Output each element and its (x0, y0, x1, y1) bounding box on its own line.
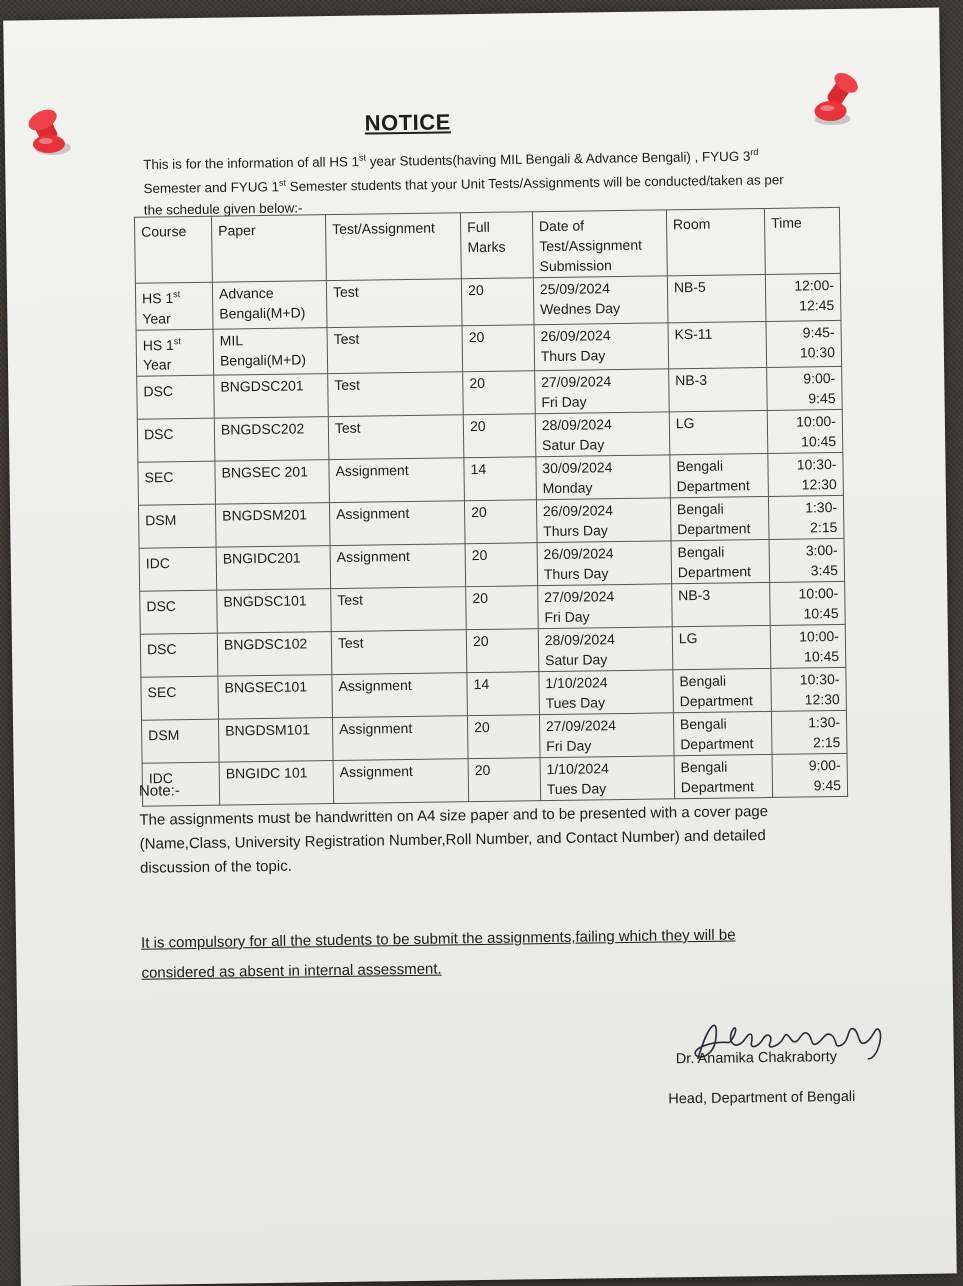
cell-line: 27/09/2024 (544, 586, 665, 608)
cell-line: 20 (474, 717, 533, 738)
cell-line: Fri Day (544, 606, 665, 628)
cell-line: Fri Day (541, 391, 662, 413)
cell-line: Fri Day (546, 735, 667, 757)
cell-line: Test (335, 417, 457, 439)
cell-line: BNGSEC 201 (221, 461, 322, 482)
cell-paper (214, 374, 329, 419)
cell-line: 20 (468, 279, 527, 300)
cell-type (327, 325, 463, 374)
cell-line: 12:00- (772, 275, 834, 296)
cell-line: 3:45 (776, 560, 838, 581)
cell-line (147, 635, 211, 660)
intro-text: Semester and FYUG 1 (143, 180, 279, 197)
cell-course (141, 676, 219, 720)
header-room: Room (666, 208, 765, 275)
cell-marks (468, 758, 540, 802)
cell-sup: st (174, 336, 181, 346)
cell-room (672, 626, 771, 670)
cell-type (331, 630, 467, 675)
cell-time (769, 539, 845, 583)
cell-date (533, 276, 668, 325)
cell-line (144, 463, 208, 488)
cell-paper (216, 546, 331, 591)
schedule-table (134, 207, 848, 807)
cell-room (674, 755, 773, 799)
cell-type (331, 587, 467, 632)
cell-line: 27/09/2024 (546, 715, 667, 737)
cell-paper (219, 761, 334, 806)
cell-course (140, 633, 218, 677)
cell-type (333, 759, 469, 804)
cell-line: BNGDSM201 (222, 504, 323, 525)
cell-course (138, 504, 216, 548)
cell-line: Thurs Day (544, 563, 665, 585)
cell-time (771, 668, 847, 712)
cell-line: Test (333, 280, 455, 302)
cell-text: SEC (144, 469, 173, 485)
cell-line: 1/10/2024 (546, 758, 667, 780)
cell-line: LG (679, 627, 764, 648)
cell-text: IDC (146, 555, 170, 571)
cell-line (147, 678, 211, 703)
cell-line: 20 (472, 545, 531, 566)
cell-line: MIL (220, 329, 321, 350)
cell-line (148, 721, 212, 746)
cell-line: Satur Day (542, 434, 663, 456)
cell-line: 10:30- (774, 454, 836, 475)
cell-date (535, 412, 670, 457)
cell-line: 20 (469, 326, 528, 347)
cell-line: Tues Day (547, 778, 668, 800)
signatory-title: Head, Department of Bengali (668, 1089, 855, 1108)
cell-line: Thurs Day (541, 344, 662, 366)
signatory-name: Dr. Anamika Chakraborty (676, 1049, 837, 1067)
cell-time (768, 496, 844, 540)
cell-line (144, 420, 208, 445)
cell-line: 9:00- (773, 368, 835, 389)
cell-line: 26/09/2024 (543, 500, 664, 522)
cell-paper (217, 589, 332, 634)
cell-line: BNGDSC101 (223, 590, 324, 611)
cell-line: Bengali (677, 541, 762, 562)
cell-line: Bengali(M+D) (219, 302, 320, 323)
cell-line: 12:30 (778, 689, 840, 710)
cell-line: 26/09/2024 (543, 543, 664, 565)
cell-course (140, 590, 218, 634)
cell-text: DSM (145, 512, 176, 528)
cell-time (767, 410, 843, 454)
cell-room (671, 540, 770, 584)
cell-line: BNGIDC 101 (226, 762, 327, 783)
intro-text: Semester students that your Unit Tests/Assignments will be conducted/taken as per the schedule given below:- (144, 173, 784, 218)
cell-marks (466, 586, 538, 630)
cell-text: DSC (143, 383, 173, 399)
cell-line: Test (337, 589, 459, 611)
cell-type (330, 544, 466, 589)
push-pin-icon (804, 69, 865, 130)
cell-line: Bengali(M+D) (220, 349, 321, 370)
cell-line: Bengali (677, 498, 762, 519)
cell-date (539, 713, 674, 758)
cell-course (141, 719, 219, 763)
cell-line: 10:45 (777, 646, 839, 667)
cell-time (767, 367, 843, 411)
cell-line: 10:30- (777, 669, 839, 690)
cell-line: Bengali (680, 713, 765, 734)
cell-type (329, 458, 465, 503)
cell-sup: st (173, 289, 180, 299)
cell-line: Assignment (339, 718, 461, 740)
header-line: Marks (467, 236, 526, 257)
cell-line: 20 (471, 502, 530, 523)
cell-line: Assignment (338, 675, 460, 697)
cell-time (771, 711, 847, 755)
cell-room (670, 497, 769, 541)
cell-line: 20 (475, 760, 534, 781)
cell-marks (463, 371, 535, 415)
cell-paper (216, 503, 331, 548)
cell-line: 9:45 (779, 775, 841, 796)
cell-line: KS-11 (674, 323, 759, 344)
header-line: Date of (539, 214, 660, 236)
cell-line: 1:30- (775, 497, 837, 518)
cell-line: BNGDSC202 (221, 418, 322, 439)
cell-line: 26/09/2024 (540, 324, 661, 346)
cell-line: 10:45 (776, 603, 838, 624)
header-line: Submission (539, 254, 660, 276)
push-pin-icon (18, 100, 79, 161)
cell-line: LG (676, 412, 761, 433)
cell-line: 20 (470, 416, 529, 437)
cell-room (672, 583, 771, 627)
cell-text: DSC (147, 641, 177, 657)
cell-line (146, 592, 210, 617)
table-header-row (134, 207, 840, 283)
cell-date (539, 670, 674, 715)
cell-date (540, 756, 675, 801)
cell-time (770, 582, 846, 626)
cell-room (667, 274, 766, 322)
cell-line: BNGDSM101 (225, 719, 326, 740)
cell-paper (218, 675, 333, 720)
compulsory-notice: It is compulsory for all the students to be submit the assignments,failing which they will be considered as absent in internal assessment. (141, 919, 812, 988)
cell-line: 3:00- (776, 540, 838, 561)
cell-type (329, 501, 465, 546)
cell-marks (468, 715, 540, 759)
cell-line: Year (143, 354, 207, 375)
note-label: Note:- (139, 782, 180, 800)
intro-sup: st (279, 178, 286, 188)
cell-room (668, 321, 767, 369)
cell-type (332, 716, 468, 761)
cell-line: Department (677, 475, 762, 496)
cell-time (768, 453, 844, 497)
cell-date (537, 584, 672, 629)
header-time: Time (764, 207, 840, 274)
cell-line: 9:45- (773, 322, 835, 343)
cell-course (136, 329, 214, 377)
cell-marks (465, 500, 537, 544)
notice-paper (3, 8, 957, 1286)
cell-line: 10:00- (777, 626, 839, 647)
cell-line: Department (677, 518, 762, 539)
cell-line: 12:30 (775, 474, 837, 495)
cell-line: 14 (470, 459, 529, 480)
schedule-body (135, 273, 847, 806)
cell-type (328, 415, 464, 460)
cell-line: Year (142, 307, 206, 328)
cell-line: NB-3 (675, 369, 760, 390)
cell-line: 9:00- (779, 755, 841, 776)
cell-line: 20 (469, 373, 528, 394)
cell-date (536, 455, 671, 500)
cell-text: DSM (148, 727, 179, 743)
cell-line: Department (678, 561, 763, 582)
cell-time (772, 754, 848, 798)
cell-course (137, 418, 215, 462)
table-row (142, 754, 848, 807)
cell-line: BNGDSC102 (224, 633, 325, 654)
cell-line: Thurs Day (543, 520, 664, 542)
cell-line: 2:15 (775, 517, 837, 538)
cell-line: BNGIDC201 (223, 547, 324, 568)
note-text: The assignments must be handwritten on A4 size paper and to be presented with a cover page (Name,Class, University Registration Number,Roll Number, and Contact Number) and detailed discussion of the topic. (139, 799, 820, 880)
cell-line: Test (334, 327, 456, 349)
cell-marks (462, 324, 534, 372)
cell-room (673, 669, 772, 713)
cell-line: 10:30 (773, 342, 835, 363)
cell-marks (461, 278, 533, 326)
cell-text: IDC (149, 770, 173, 786)
cell-paper (219, 718, 334, 763)
cell-line: Bengali (680, 756, 765, 777)
header-line: Full (467, 216, 526, 237)
intro-sup: rd (750, 147, 758, 157)
cell-type (326, 279, 462, 328)
intro-text: year Students(having MIL Bengali & Advance Bengali) , FYUG 3 (366, 149, 751, 169)
cell-text: DSC (146, 598, 176, 614)
cell-date (534, 369, 669, 414)
cell-line: 28/09/2024 (545, 629, 666, 651)
cell-line: NB-5 (674, 276, 759, 297)
cell-line: 10:45 (774, 431, 836, 452)
cell-paper (215, 460, 330, 505)
cell-line: Satur Day (545, 649, 666, 671)
cell-line: Department (680, 690, 765, 711)
cell-line: 20 (472, 588, 531, 609)
cell-line: BNGDSC201 (220, 376, 321, 397)
cell-date (537, 541, 672, 586)
header-line: Test/Assignment (539, 234, 660, 256)
cell-line: Monday (542, 477, 663, 499)
cell-line: Assignment (336, 503, 458, 525)
cell-time (766, 320, 842, 368)
cell-line: Department (681, 776, 766, 797)
cell-line: BNGSEC101 (224, 676, 325, 697)
header-full-marks (461, 212, 534, 279)
cell-line: NB-3 (678, 584, 763, 605)
cell-line (143, 377, 207, 402)
intro-sup: st (359, 153, 366, 163)
cell-date (534, 323, 669, 372)
cell-line: Wednes Day (540, 297, 661, 319)
cell-line (146, 549, 210, 574)
intro-text: This is for the information of all HS 1 (143, 154, 359, 172)
cell-line: Department (680, 733, 765, 754)
cell-time (765, 273, 841, 321)
cell-text: HS 1 (142, 290, 173, 306)
cell-line: Test (334, 374, 456, 396)
cell-line: Bengali (679, 670, 764, 691)
cell-line: 9:45 (773, 388, 835, 409)
cell-course (135, 282, 213, 330)
cell-line (143, 330, 207, 355)
cell-line (145, 506, 209, 531)
cell-type (332, 673, 468, 718)
cell-line: 27/09/2024 (541, 371, 662, 393)
header-type: Test/Assignment (325, 213, 461, 281)
cell-room (669, 411, 768, 455)
cell-text: SEC (147, 684, 176, 700)
cell-paper (212, 281, 327, 329)
cell-line: 25/09/2024 (540, 277, 661, 299)
header-paper: Paper (211, 215, 326, 283)
cell-line: 2:15 (778, 732, 840, 753)
cell-marks (465, 543, 537, 587)
notice-title: NOTICE (364, 109, 450, 136)
cell-line: 1/10/2024 (545, 672, 666, 694)
cell-text: DSC (144, 426, 174, 442)
cell-line: 14 (473, 674, 532, 695)
cell-line: 12:45 (772, 295, 834, 316)
cell-room (673, 712, 772, 756)
cell-line (142, 284, 206, 309)
cell-date (538, 627, 673, 672)
cell-paper (214, 417, 329, 462)
cell-line: 30/09/2024 (542, 457, 663, 479)
cell-marks (466, 629, 538, 673)
cell-marks (463, 414, 535, 458)
cell-line: 28/09/2024 (542, 414, 663, 436)
cell-line: Assignment (337, 546, 459, 568)
header-date (532, 210, 667, 278)
cell-text: HS 1 (143, 337, 174, 353)
cell-line: Advance (219, 282, 320, 303)
cell-marks (464, 457, 536, 501)
cell-line: Bengali (676, 455, 761, 476)
cell-line: Assignment (335, 460, 457, 482)
cell-course (138, 461, 216, 505)
cell-line: 10:00- (774, 411, 836, 432)
cell-line: Tues Day (545, 692, 666, 714)
cell-line: Assignment (340, 761, 462, 783)
cell-paper (217, 632, 332, 677)
cell-line: 10:00- (776, 583, 838, 604)
cell-line: 20 (473, 631, 532, 652)
cell-line: 1:30- (778, 712, 840, 733)
cell-marks (467, 672, 539, 716)
cell-room (670, 454, 769, 498)
cell-time (770, 625, 846, 669)
cell-type (328, 372, 464, 417)
cell-line: Test (338, 632, 460, 654)
header-course: Course (134, 216, 212, 283)
cell-room (669, 368, 768, 412)
cell-date (536, 498, 671, 543)
cell-course (139, 547, 217, 591)
cell-course (137, 376, 215, 420)
cell-paper (213, 327, 328, 375)
